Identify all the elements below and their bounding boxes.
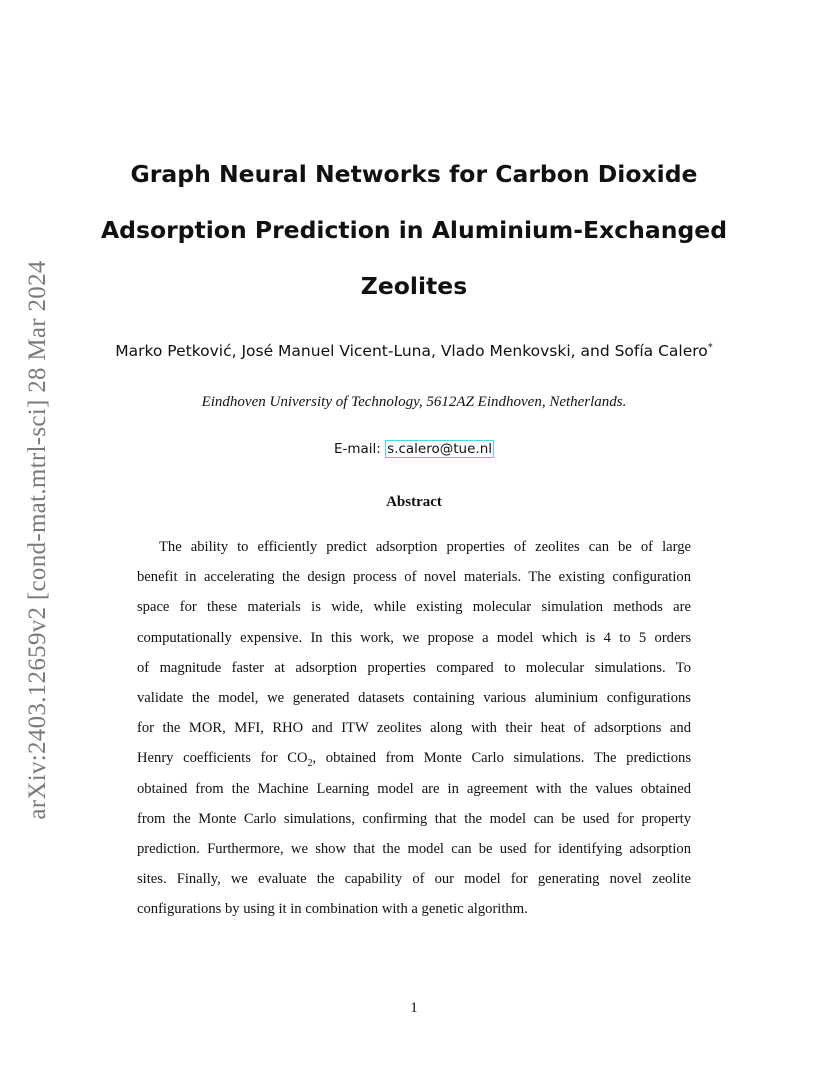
abstract-line: The ability to efficiently predict adsorption properties of zeolites can be of large xyxy=(159,539,691,555)
abstract-heading: Abstract xyxy=(386,494,442,510)
contact-email xyxy=(60,441,768,457)
abstract-line: sites. Finally, we evaluate the capability of our model for generating novel zeolite xyxy=(137,871,691,888)
author-names: Marko Petković, José Manuel Vicent-Luna, Vlado Menkovski, and Sofía Calero xyxy=(115,342,708,360)
abstract-line: space for these materials is wide, while existing molecular simulation methods are xyxy=(137,599,691,616)
paper-title xyxy=(90,146,738,314)
corresponding-author-marker: * xyxy=(707,342,713,353)
abstract-line: validate the model, we generated datasets containing various aluminium configurations xyxy=(137,690,691,707)
author-list xyxy=(60,342,768,360)
email-link[interactable]: s.calero@tue.nl xyxy=(387,441,492,457)
title-line: Graph Neural Networks for Carbon Dioxide xyxy=(130,160,698,188)
co2-subscript: 2 xyxy=(307,758,313,770)
abstract-line: benefit in accelerating the design process of novel materials. The existing configuration xyxy=(137,569,691,586)
abstract-line-co2 xyxy=(137,743,691,773)
title-line: Zeolites xyxy=(360,272,468,300)
affiliation: Eindhoven University of Technology, 5612AZ Eindhoven, Netherlands. xyxy=(201,394,627,410)
page-number: 1 xyxy=(410,1000,418,1016)
abstract-line: obtained from the Machine Learning model are in agreement with the values obtained xyxy=(137,780,691,797)
email-label: E-mail: xyxy=(333,441,381,457)
abstract-line-text: , obtained from Monte Carlo simulations. The predictions xyxy=(312,750,692,767)
title-line: Adsorption Prediction in Aluminium-Exchanged xyxy=(100,216,728,244)
arxiv-identifier-stamp: arXiv:2403.12659v2 [cond-mat.mtrl-sci] 28 Mar 2024 xyxy=(24,260,51,820)
abstract-line: of magnitude faster at adsorption properties compared to molecular simulations. To xyxy=(137,659,691,676)
abstract-line-text: Henry coefficients for CO xyxy=(137,750,308,767)
abstract-line: configurations by using it in combination with a genetic algorithm. xyxy=(137,901,528,918)
abstract-line: computationally expensive. In this work, we propose a model which is 4 to 5 orders xyxy=(137,629,691,646)
abstract-body xyxy=(137,532,691,925)
abstract-line: for the MOR, MFI, RHO and ITW zeolites along with their heat of adsorptions and xyxy=(137,720,691,737)
abstract-line: prediction. Furthermore, we show that the model can be used for identifying adsorption xyxy=(137,841,691,858)
abstract-line: from the Monte Carlo simulations, confirming that the model can be used for property xyxy=(137,810,691,827)
